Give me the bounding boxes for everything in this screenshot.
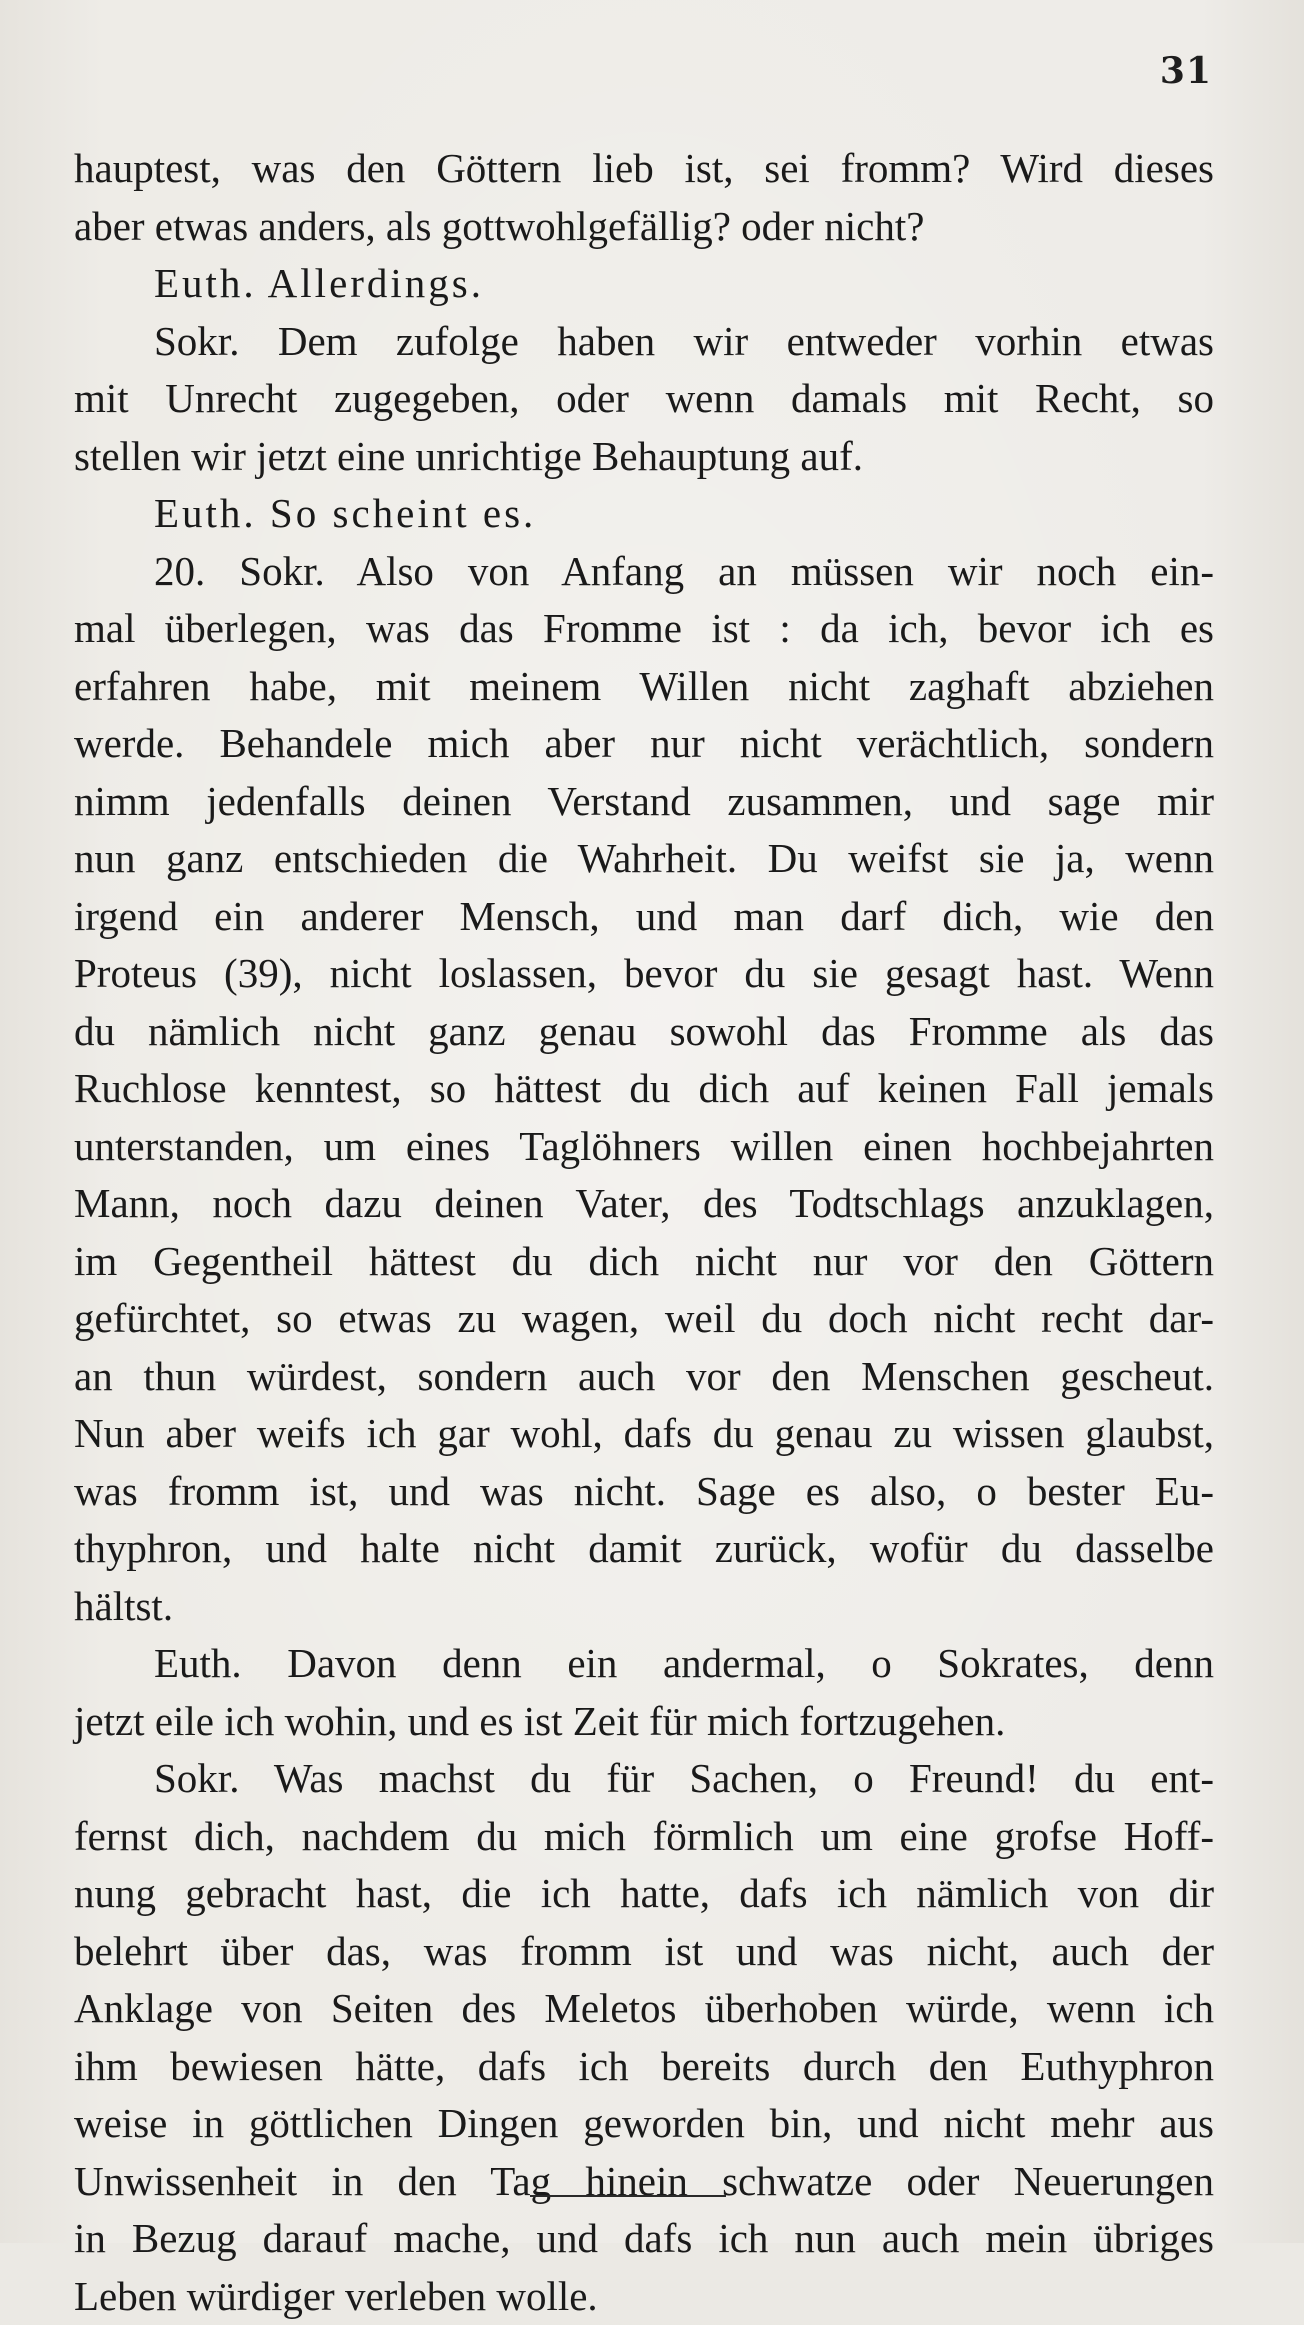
text-line: hältst. [74, 1578, 1214, 1636]
text-line: Euth. So scheint es. [74, 485, 1214, 543]
text-line: Sokr. Dem zufolge haben wir entweder vorhin etwas [74, 313, 1214, 371]
text-line: Mann, noch dazu deinen Vater, des Todtschlags anzuklagen, [74, 1175, 1214, 1233]
text-line: mit Unrecht zugegeben, oder wenn damals mit Recht, so [74, 370, 1214, 428]
text-line: aber etwas anders, als gottwohlgefällig? oder nicht? [74, 198, 1214, 256]
text-line: in Bezug darauf mache, und dafs ich nun auch mein übriges [74, 2210, 1214, 2268]
text-line: weise in göttlichen Dingen geworden bin, und nicht mehr aus [74, 2095, 1214, 2153]
text-line: jetzt eile ich wohin, und es ist Zeit für mich fortzugehen. [74, 1693, 1214, 1751]
text-line: an thun würdest, sondern auch vor den Menschen gescheut. [74, 1348, 1214, 1406]
text-line: im Gegentheil hättest du dich nicht nur vor den Göttern [74, 1233, 1214, 1291]
text-line: belehrt über das, was fromm ist und was nicht, auch der [74, 1923, 1214, 1981]
text-line: thyphron, und halte nicht damit zurück, wofür du dasselbe [74, 1520, 1214, 1578]
text-line: werde. Behandele mich aber nur nicht verächtlich, sondern [74, 715, 1214, 773]
text-line: Euth. Davon denn ein andermal, o Sokrates, denn [74, 1635, 1214, 1693]
text-line: Anklage von Seiten des Meletos überhoben würde, wenn ich [74, 1980, 1214, 2038]
text-line: nun ganz entschieden die Wahrheit. Du weifst sie ja, wenn [74, 830, 1214, 888]
text-line: fernst dich, nachdem du mich förmlich um eine grofse Hoff- [74, 1808, 1214, 1866]
text-line: Sokr. Was machst du für Sachen, o Freund! du ent- [74, 1750, 1214, 1808]
text-line: ihm bewiesen hätte, dafs ich bereits durch den Euthyphron [74, 2038, 1214, 2096]
text-line: nimm jedenfalls deinen Verstand zusammen, und sage mir [74, 773, 1214, 831]
text-line: gefürchtet, so etwas zu wagen, weil du doch nicht recht dar- [74, 1290, 1214, 1348]
closing-rule [530, 2195, 726, 2197]
text-line: Unwissenheit in den Tag hinein schwatze oder Neuerungen [74, 2153, 1214, 2211]
text-line: irgend ein anderer Mensch, und man darf dich, wie den [74, 888, 1214, 946]
text-line: Euth. Allerdings. [74, 255, 1214, 313]
text-line: erfahren habe, mit meinem Willen nicht zaghaft abziehen [74, 658, 1214, 716]
text-line: was fromm ist, und was nicht. Sage es also, o bester Eu- [74, 1463, 1214, 1521]
text-line: Proteus (39), nicht loslassen, bevor du sie gesagt hast. Wenn [74, 945, 1214, 1003]
text-line: nung gebracht hast, die ich hatte, dafs ich nämlich von dir [74, 1865, 1214, 1923]
text-line: unterstanden, um eines Taglöhners willen einen hochbejahrten [74, 1118, 1214, 1176]
text-line: Leben würdiger verleben wolle. [74, 2268, 1214, 2325]
text-line: 20. Sokr. Also von Anfang an müssen wir noch ein- [74, 543, 1214, 601]
page-number: 31 [1160, 50, 1212, 92]
text-line: hauptest, was den Göttern lieb ist, sei fromm? Wird dieses [74, 140, 1214, 198]
text-line: Nun aber weifs ich gar wohl, dafs du genau zu wissen glaubst, [74, 1405, 1214, 1463]
body-text [74, 140, 1214, 2325]
text-line: Ruchlose kenntest, so hättest du dich auf keinen Fall jemals [74, 1060, 1214, 1118]
text-line: stellen wir jetzt eine unrichtige Behauptung auf. [74, 428, 1214, 486]
text-line: mal überlegen, was das Fromme ist : da ich, bevor ich es [74, 600, 1214, 658]
text-line: du nämlich nicht ganz genau sowohl das Fromme als das [74, 1003, 1214, 1061]
